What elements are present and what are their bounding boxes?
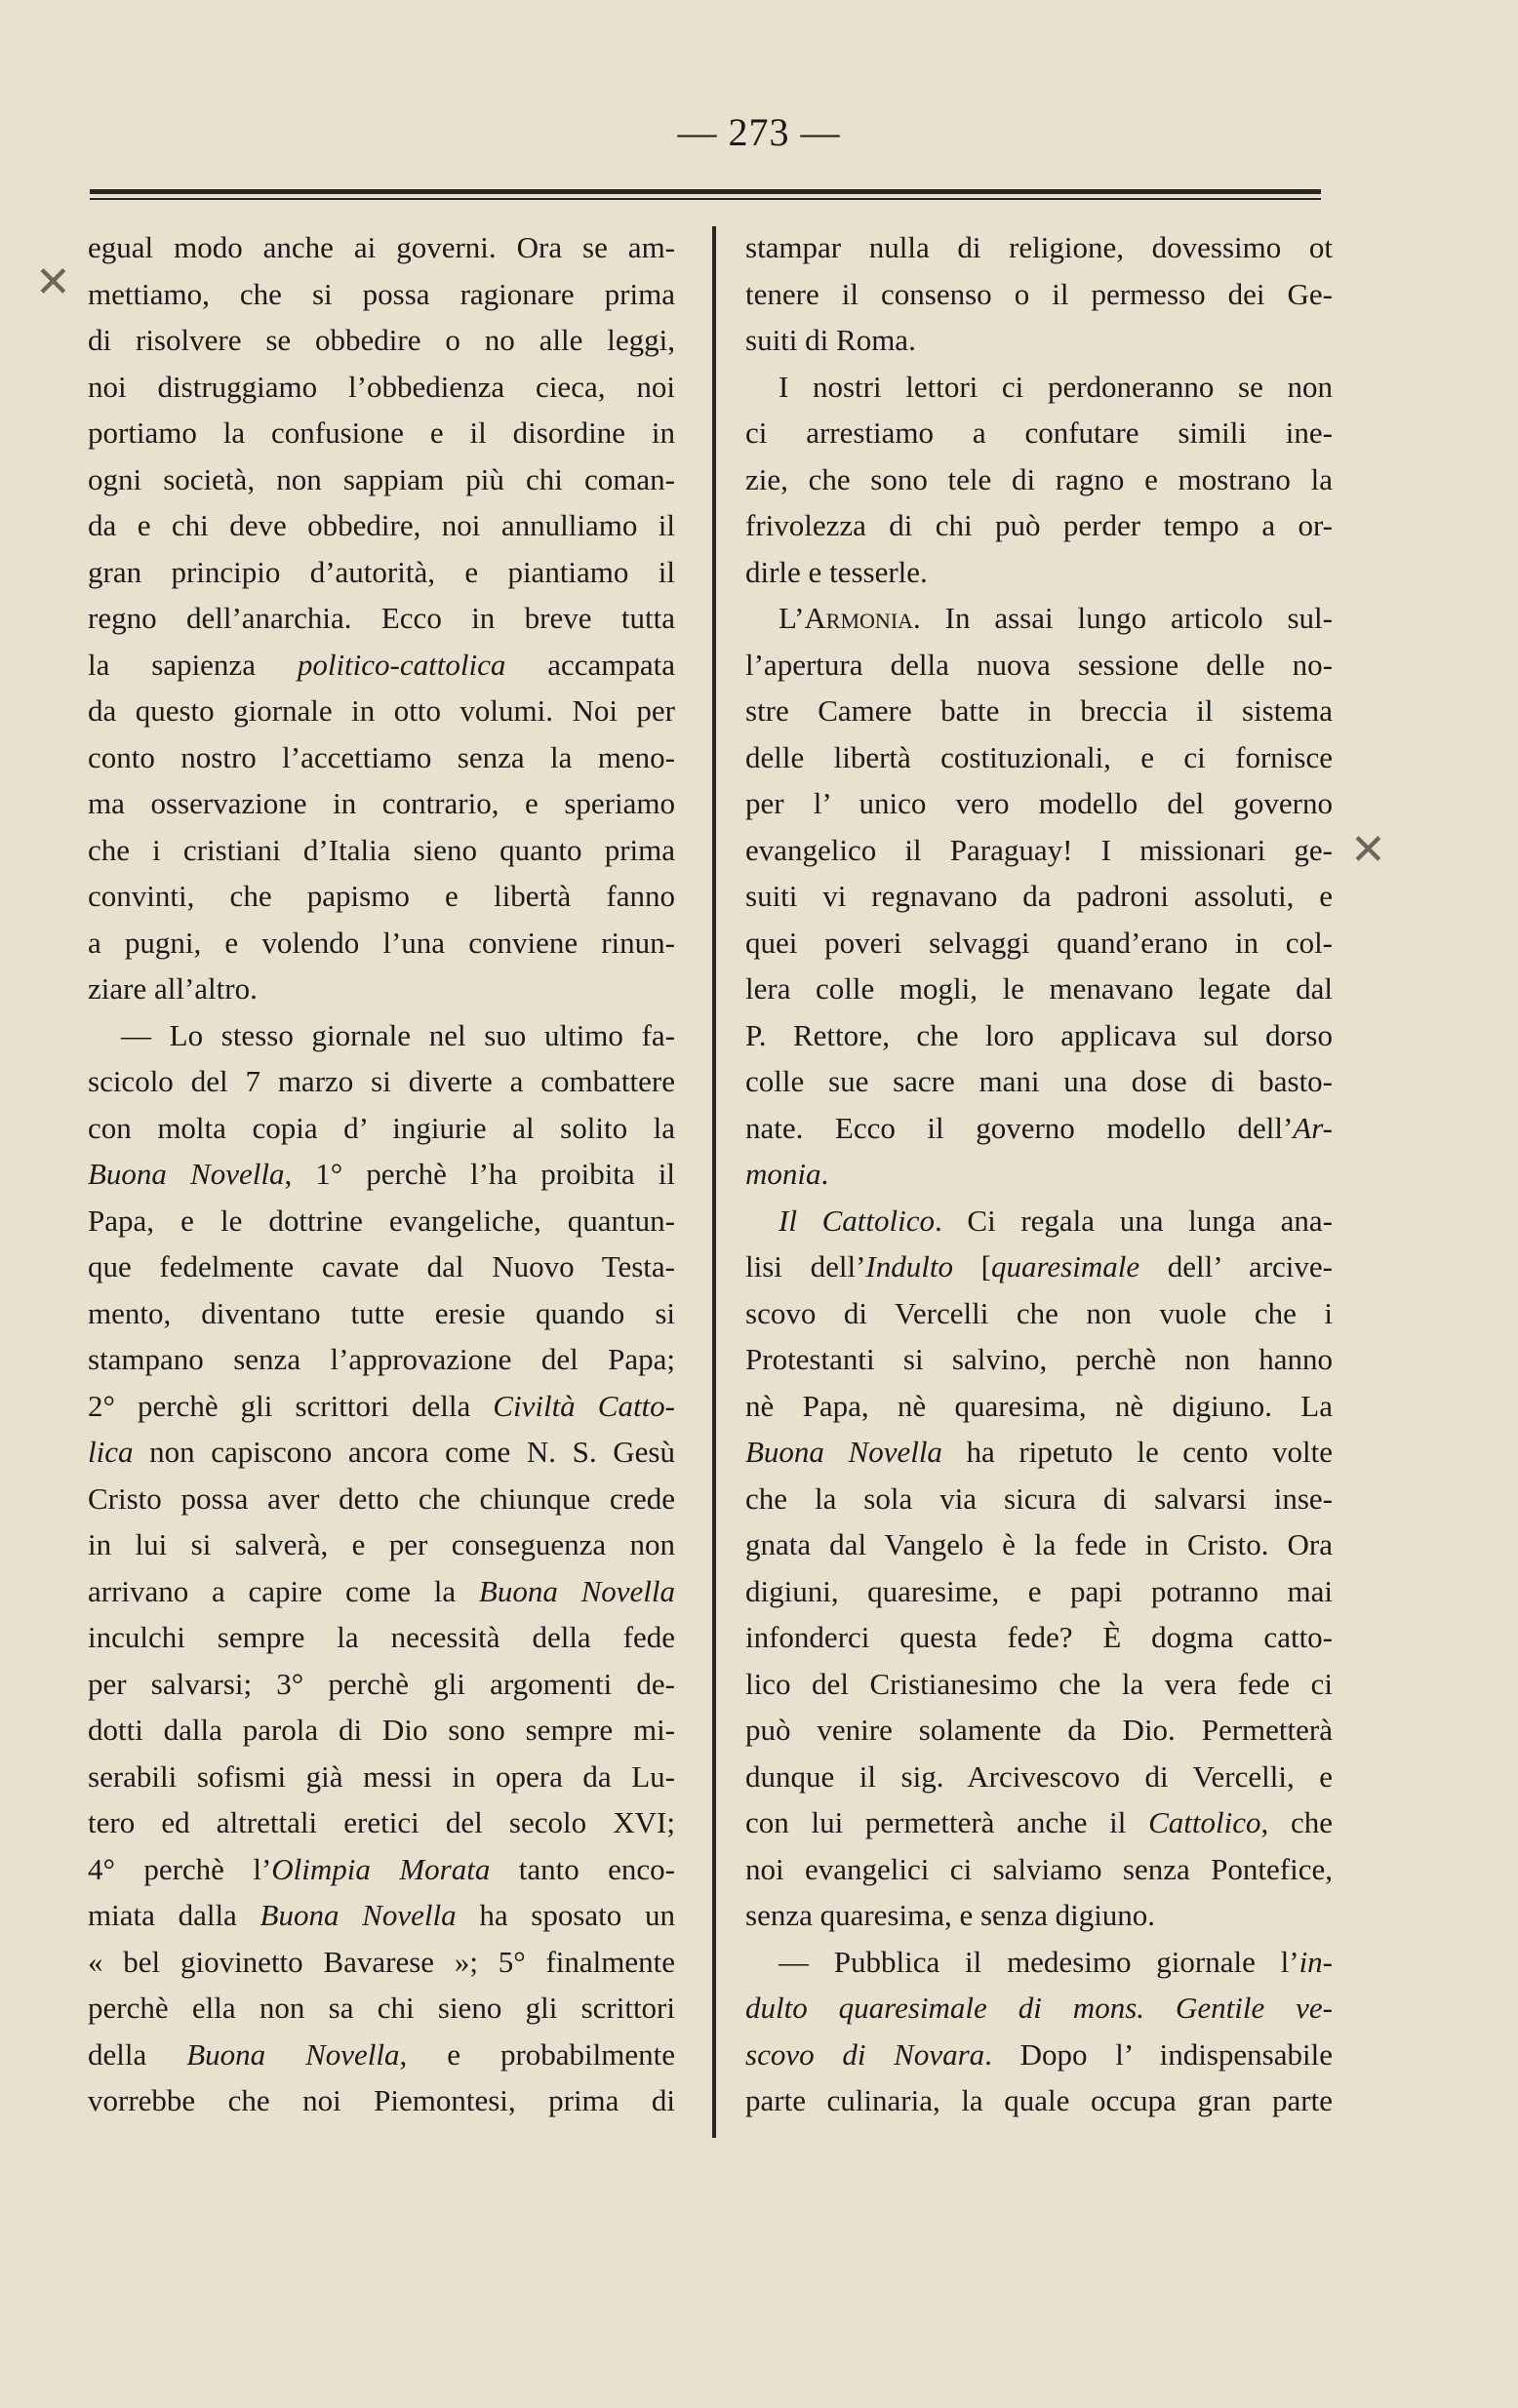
text-line: Papa, e le dottrine evangeliche, quantun- [88,1203,675,1238]
text-line: — Pubblica il medesimo giornale l’in- [779,1944,1333,1979]
text-line: convinti, che papismo e libertà fanno [88,879,675,913]
text-line: che la sola via sicura di salvarsi inse- [745,1480,1333,1516]
text-line: lico del Cristianesimo che la vera fede ci [745,1666,1333,1701]
text-line: Cristo possa aver detto che chiunque crede [88,1480,675,1516]
text-line: della Buona Novella, e probabilmente [88,2036,676,2072]
text-line: zie, che sono tele di ragno e mostrano la [745,461,1333,496]
text-line: ma osservazione in contrario, e speriamo [88,786,675,820]
header-rule-thin [90,198,1321,200]
text-line: noi distruggiamo l’obbedienza cieca, noi [88,369,675,404]
text-line: noi evangelici ci salviamo senza Pontefice, [745,1851,1333,1886]
text-line: egual modo anche ai governi. Ora se am- [88,230,675,264]
text-line: inculchi sempre la necessità della fede [88,1620,675,1654]
text-line: in lui si salverà, e per conseguenza non [88,1527,675,1561]
text-line: scovo di Novara. Dopo l’ indispensabile [745,2036,1333,2072]
text-line: dirle e tesserle. [745,554,928,589]
text-line: senza quaresima, e senza digiuno. [745,1898,1156,1932]
text-line: la sapienza politico-cattolica accampata [88,647,675,682]
text-line: que fedelmente cavate dal Nuovo Testa- [88,1249,675,1283]
text-line: Protestanti si salvino, perchè non hanno [745,1342,1333,1376]
margin-mark-right: ✕ [1350,825,1386,875]
text-line: da e chi deve obbedire, noi annulliamo il [88,508,675,542]
text-line: P. Rettore, che loro applicava sul dorso [745,1017,1333,1052]
text-line: di risolvere se obbedire o no alle leggi, [88,323,675,357]
margin-mark-left: ✕ [35,257,71,307]
text-line: per salvarsi; 3° perchè gli argomenti de- [88,1666,675,1701]
text-line: « bel giovinetto Bavarese »; 5° finalmente [88,1944,675,1979]
text-line: suiti di Roma. [745,323,916,357]
text-line: a pugni, e volendo l’una conviene rinun- [88,925,675,960]
text-line: per l’ unico vero modello del governo [745,786,1333,820]
text-line: mettiamo, che si possa ragionare prima [88,276,675,311]
text-line: con lui permetterà anche il Cattolico, che [745,1805,1333,1839]
text-line: portiamo la confusione e il disordine in [88,415,675,450]
text-line: mento, diventano tutte eresie quando si [88,1295,675,1330]
text-line: ziare all’altro. [88,971,258,1006]
text-line: perchè ella non sa chi sieno gli scrittori [88,1991,675,2025]
text-line: evangelico il Paraguay! I missionari ge- [745,832,1333,867]
text-line: suiti vi regnavano da padroni assoluti, e [745,879,1333,913]
text-line: dotti dalla parola di Dio sono sempre mi- [88,1713,675,1747]
text-line: 2° perchè gli scrittori della Civiltà Catto- [88,1388,675,1423]
text-line: Il Cattolico. Ci regala una lunga ana- [779,1203,1333,1238]
text-line: Buona Novella ha ripetuto le cento volte [745,1435,1333,1469]
text-line: regno dell’anarchia. Ecco in breve tutta [88,601,675,635]
text-line: delle libertà costituzionali, e ci fornisce [745,739,1333,774]
text-line: tenere il consenso o il permesso dei Ge- [745,276,1333,311]
text-line: arrivano a capire come la Buona Novella [88,1573,675,1608]
text-line: parte culinaria, la quale occupa gran parte [745,2083,1333,2117]
text-line: vorrebbe che noi Piemontesi, prima di [88,2083,675,2117]
text-line: gnata dal Vangelo è la fede in Cristo. Ora [745,1527,1333,1561]
header-rule-thick [90,189,1321,194]
page-number: — 273 — [677,110,841,154]
text-line: stre Camere batte in breccia il sistema [745,693,1333,728]
text-line: può venire solamente da Dio. Permetterà [745,1713,1333,1747]
text-line: lera colle mogli, le menavano legate dal [745,971,1333,1006]
text-line: dulto quaresimale di mons. Gentile ve- [745,1991,1333,2025]
text-line: tero ed altrettali eretici del secolo XVI; [88,1805,675,1839]
text-line: colle sue sacre mani una dose di basto- [745,1064,1333,1098]
text-line: — Lo stesso giornale nel suo ultimo fa- [121,1017,675,1052]
text-line: digiuni, quaresime, e papi potranno mai [745,1573,1333,1608]
text-line: ogni società, non sappiam più chi coman- [88,461,675,496]
text-line: lisi dell’Indulto [quaresimale dell’ arcive- [745,1249,1334,1283]
text-line: lica non capiscono ancora come N. S. Gesù [88,1435,675,1469]
text-line: infonderci questa fede? È dogma catto- [745,1620,1333,1654]
text-line: nate. Ecco il governo modello dell’Ar- [745,1110,1333,1145]
text-column-right [745,224,1333,2124]
text-line: dunque il sig. Arcivescovo di Vercelli, e [745,1758,1333,1794]
text-line: che i cristiani d’Italia sieno quanto prima [88,832,675,867]
column-divider [712,226,716,2138]
text-line: frivolezza di chi può perder tempo a or- [745,508,1333,542]
text-line: gran principio d’autorità, e piantiamo il [88,554,675,589]
text-line: Buona Novella, 1° perchè l’ha proibita il [88,1157,675,1191]
text-line: serabili sofismi già messi in opera da Lu- [88,1758,675,1794]
text-line: stampar nulla di religione, dovessimo ot [745,230,1333,264]
text-line: monia. [745,1157,829,1191]
text-line: da questo giornale in otto volumi. Noi per [88,693,675,728]
text-line: nè Papa, nè quaresima, nè digiuno. La [745,1388,1333,1423]
text-line: l’apertura della nuova sessione delle no- [745,647,1333,682]
text-line: 4° perchè l’Olimpia Morata tanto enco- [88,1851,675,1886]
text-line: conto nostro l’accettiamo senza la meno- [88,739,675,774]
text-line: miata dalla Buona Novella ha sposato un [88,1898,676,1932]
text-line: con molta copia d’ ingiurie al solito la [88,1110,675,1145]
text-line: quei poveri selvaggi quand’erano in col- [745,925,1333,960]
text-line: scicolo del 7 marzo si diverte a combattere [88,1064,675,1098]
text-line: ci arrestiamo a confutare simili ine- [745,415,1333,450]
text-line: L’Armonia. In assai lungo articolo sul- [779,601,1333,635]
text-line: scovo di Vercelli che non vuole che i [745,1295,1333,1330]
text-line: I nostri lettori ci perdoneranno se non [779,369,1333,404]
text-line: stampano senza l’approvazione del Papa; [88,1342,675,1376]
text-column-left [88,224,675,2124]
